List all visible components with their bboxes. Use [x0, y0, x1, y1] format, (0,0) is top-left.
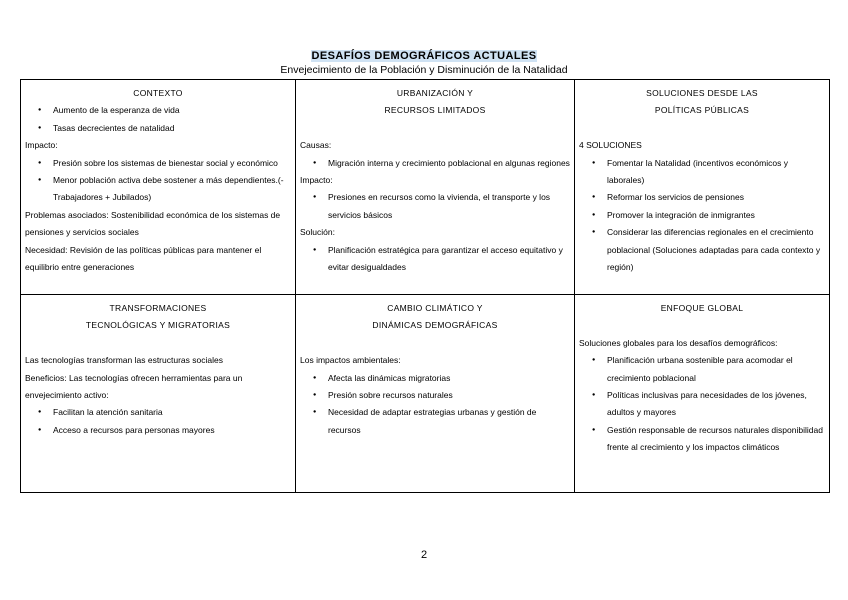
list-item: ● Afecta las dinámicas migratorias — [328, 370, 570, 387]
cell-enfoque-global — [575, 295, 830, 493]
page-number: 2 — [420, 549, 428, 561]
list-item: ● Reformar los servicios de pensiones — [607, 189, 825, 206]
list-item: ● Acceso a recursos para personas mayores — [53, 422, 291, 439]
cell-header: POLÍTICAS PÚBLICAS — [654, 105, 750, 116]
cell-urbanizacion — [296, 80, 575, 295]
list-item: ● Presiones en recursos como la vivienda, el transporte y los servicios básicos — [328, 189, 570, 224]
bullet-list — [25, 155, 291, 207]
cell-header: URBANIZACIÓN Y — [396, 88, 474, 98]
section-label: Causas: — [300, 140, 332, 151]
section-label: Impacto: — [25, 140, 58, 151]
spacer — [579, 120, 825, 137]
spacer — [300, 335, 570, 352]
bullet-list — [579, 352, 825, 456]
list-item: ● Promover la integración de inmigrantes — [607, 207, 825, 224]
list-item: ● Políticas inclusivas para necesidades de los jóvenes, adultos y mayores — [607, 387, 825, 422]
list-item: ● Planificación urbana sostenible para acomodar el crecimiento poblacional — [607, 352, 825, 387]
cell-header: DINÁMICAS DEMOGRÁFICAS — [372, 320, 498, 331]
cell-header: RECURSOS LIMITADOS — [384, 105, 486, 116]
challenges-table — [20, 79, 830, 493]
bullet-list — [25, 404, 291, 439]
table-row — [21, 295, 830, 493]
cell-header: SOLUCIONES DESDE LAS — [646, 88, 758, 98]
bullet-list — [300, 242, 570, 277]
section-label: Solución: — [300, 227, 335, 238]
paragraph: Beneficios: Las tecnologías ofrecen herramientas para un envejecimiento activo: — [25, 372, 243, 401]
cell-header: ENFOQUE GLOBAL — [660, 303, 744, 313]
list-item: ● Gestión responsable de recursos naturales disponibilidad frente al crecimiento y los impactos climáticos — [607, 422, 825, 457]
document-title-text: DESAFÍOS DEMOGRÁFICOS ACTUALES — [311, 50, 537, 62]
document-subtitle: Envejecimiento de la Población y Disminución de la Natalidad — [280, 64, 568, 76]
bullet-list — [300, 189, 570, 224]
section-label: Impacto: — [300, 175, 333, 186]
cell-header: TECNOLÓGICAS Y MIGRATORIAS — [85, 320, 231, 331]
spacer — [25, 335, 291, 352]
list-item: ● Presión sobre los sistemas de bienestar social y económico — [53, 155, 291, 172]
list-item: ● Migración interna y crecimiento poblacional en algunas regiones — [328, 155, 570, 172]
list-item: ● Tasas decrecientes de natalidad — [53, 120, 291, 137]
cell-header: CONTEXTO — [133, 88, 183, 98]
list-item: ● Fomentar la Natalidad (incentivos económicos y laborales) — [607, 155, 825, 190]
table-row — [21, 80, 830, 295]
list-item: ● Aumento de la esperanza de vida — [53, 102, 291, 119]
bullet-list — [579, 155, 825, 277]
cell-cambio-climatico — [296, 295, 575, 493]
cell-header: TRANSFORMACIONES — [109, 303, 207, 313]
paragraph: Problemas asociados: Sostenibilidad económica de los sistemas de pensiones y servicios sociales — [25, 209, 281, 238]
list-item: ● Planificación estratégica para garantizar el acceso equitativo y evitar desigualdades — [328, 242, 570, 277]
document-title — [0, 50, 848, 62]
list-item: ● Considerar las diferencias regionales en el crecimiento poblacional (Soluciones adaptadas para cada contexto y región) — [607, 224, 825, 276]
list-item: ● Menor población activa debe sostener a más dependientes.(- Trabajadores + Jubilados) — [53, 172, 291, 207]
bullet-list — [300, 370, 570, 440]
paragraph: Necesidad: Revisión de las políticas públicas para mantener el equilibrio entre generaciones — [25, 244, 262, 273]
section-label: Los impactos ambientales: — [300, 355, 401, 366]
list-item: ● Necesidad de adaptar estrategias urbanas y gestión de recursos — [328, 404, 570, 439]
spacer — [579, 317, 825, 334]
cell-transformaciones — [21, 295, 296, 493]
list-item: ● Facilitan la atención sanitaria — [53, 404, 291, 421]
paragraph: Soluciones globales para los desafíos demográficos: — [579, 337, 778, 348]
spacer — [300, 120, 570, 137]
list-item: ● Presión sobre recursos naturales — [328, 387, 570, 404]
paragraph: Las tecnologías transforman las estructuras sociales — [25, 355, 223, 366]
cell-header: CAMBIO CLIMÁTICO Y — [387, 303, 483, 313]
bullet-list — [25, 102, 291, 137]
section-label: 4 SOLUCIONES — [579, 140, 642, 151]
cell-soluciones — [575, 80, 830, 295]
bullet-list — [300, 155, 570, 172]
cell-contexto — [21, 80, 296, 295]
